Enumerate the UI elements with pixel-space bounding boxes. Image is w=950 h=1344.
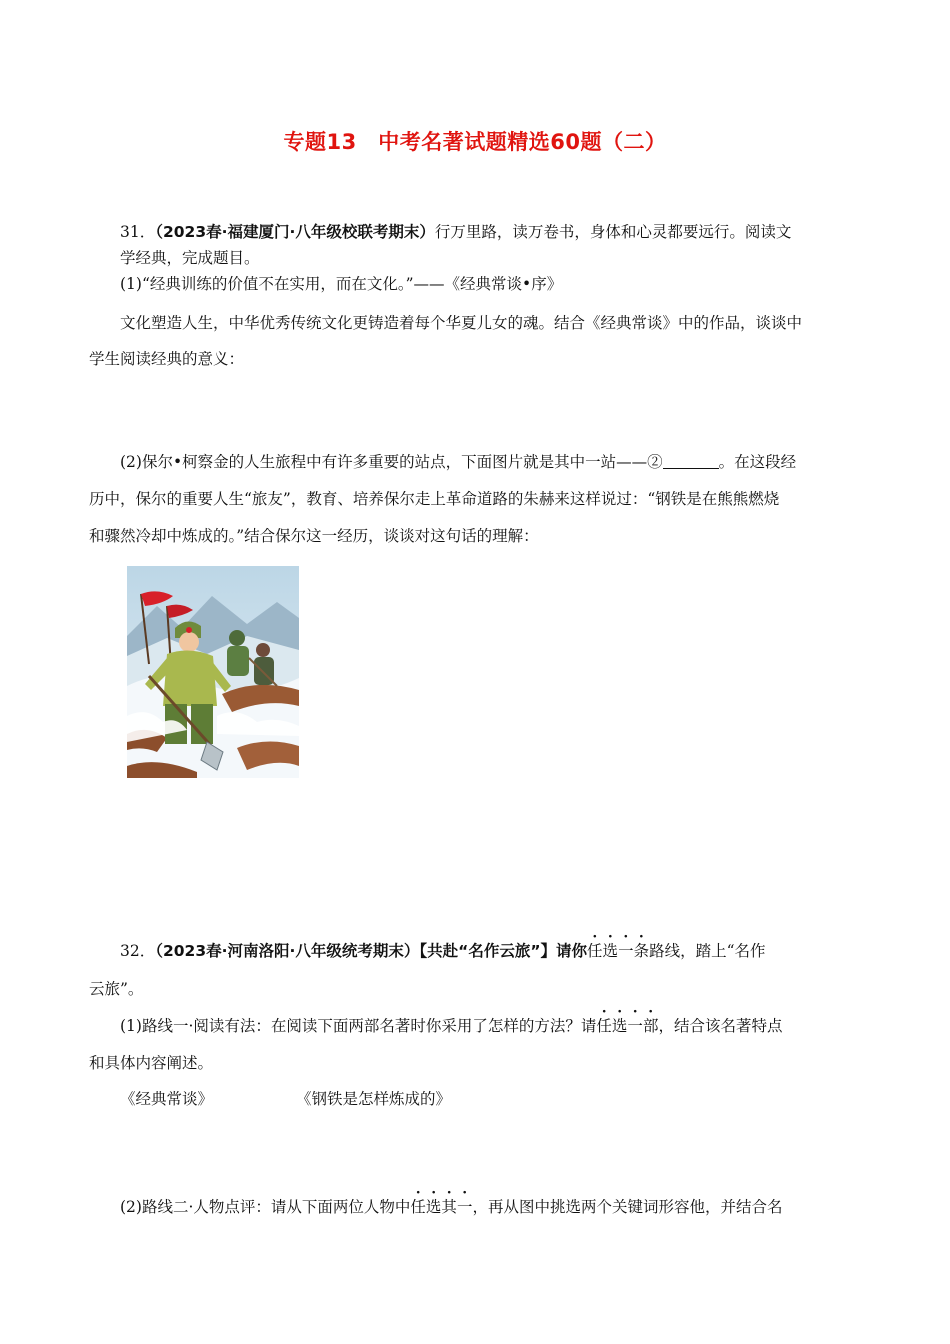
q32-number: 32． — [120, 942, 156, 960]
q32-part1-b: 和具体内容阐述。 — [89, 1054, 214, 1072]
q31-part1-text-b: 学生阅读经典的意义： — [89, 350, 245, 368]
answer-blank[interactable] — [663, 452, 719, 469]
q32-source: （2023春·河南洛阳·八年级统考期末） — [155, 942, 420, 960]
q31-part2-text-c: 和骤然冷却中炼成的。”结合保尔这一经历，谈谈对这句话的理解： — [89, 527, 539, 545]
q31-part2-text-a-post: 。在这段经 — [718, 453, 797, 471]
emphasis-char: 一 — [456, 1198, 473, 1216]
q31-part1-text-a: 文化塑造人生，中华优秀传统文化更铸造着每个华夏儿女的魂。结合《经典常谈》中的作品，谈谈中 — [120, 314, 803, 332]
q32-part1-line — [120, 1015, 782, 1037]
q32-intro-line — [120, 940, 766, 962]
emphasis-char: 部 — [642, 1017, 659, 1035]
q31-part2-text-b: 历中，保尔的重要人生“旅友”，教育、培养保尔走上革命道路的朱赫来这样说过：“钢铁是在熊熊燃烧 — [89, 490, 780, 508]
emphasis-char: 任 — [410, 1198, 426, 1216]
q32-intro-b: 云旅”。 — [89, 980, 144, 998]
q32-intro-pre: 【共赴“名作云旅”】请你 — [419, 942, 588, 960]
page-title: 专题13 中考名著试题精选60题（二） — [283, 130, 667, 154]
emphasis-char: 任 — [596, 1017, 612, 1035]
emphasis-char: 选 — [425, 1198, 442, 1216]
emphasis-char: 条 — [633, 942, 650, 960]
book-title-2: 《钢铁是怎样炼成的》 — [296, 1090, 452, 1108]
q31-intro-line — [120, 221, 791, 243]
emphasis-char: 一 — [627, 1017, 643, 1035]
q31-source: （2023春·福建厦门·八年级校联考期末） — [155, 223, 435, 241]
q31-intro-a: 行万里路，读万卷书，身体和心灵都要远行。阅读文 — [434, 223, 792, 241]
snow-railway-workers-illustration — [127, 566, 299, 778]
emphasis-char: 任 — [587, 942, 603, 960]
q31-number: 31． — [120, 223, 156, 241]
q31-part1-quote: (1)“经典训练的价值不在实用，而在文化。”——《经典常谈•序》 — [120, 275, 563, 293]
q32-part2-pre: (2)路线二·人物点评：请从下面两位人物中 — [120, 1198, 411, 1216]
q32-part2-line — [120, 1196, 782, 1218]
book-title-1: 《经典常谈》 — [120, 1090, 214, 1108]
emphasis-char: 选 — [611, 1017, 628, 1035]
emphasis-char: 其 — [441, 1198, 457, 1216]
q31-part2-text-a: (2)保尔•柯察金的人生旅程中有许多重要的站点，下面图片就是其中一站——② — [120, 453, 663, 471]
emphasis-char: 选 — [602, 942, 619, 960]
q32-part1-pre: (1)路线一·阅读有法：在阅读下面两部名著时你采用了怎样的方法？请 — [120, 1017, 597, 1035]
q32-part1-post: ，结合该名著特点 — [658, 1017, 783, 1035]
q31-part2-line-a — [120, 451, 796, 473]
emphasis-char: 一 — [618, 942, 634, 960]
q31-intro-b: 学经典，完成题目。 — [120, 249, 260, 267]
q32-intro-post: 路线，踏上“名作 — [649, 942, 766, 960]
q32-part2-post: ，再从图中挑选两个关键词形容他，并结合名 — [472, 1198, 783, 1216]
